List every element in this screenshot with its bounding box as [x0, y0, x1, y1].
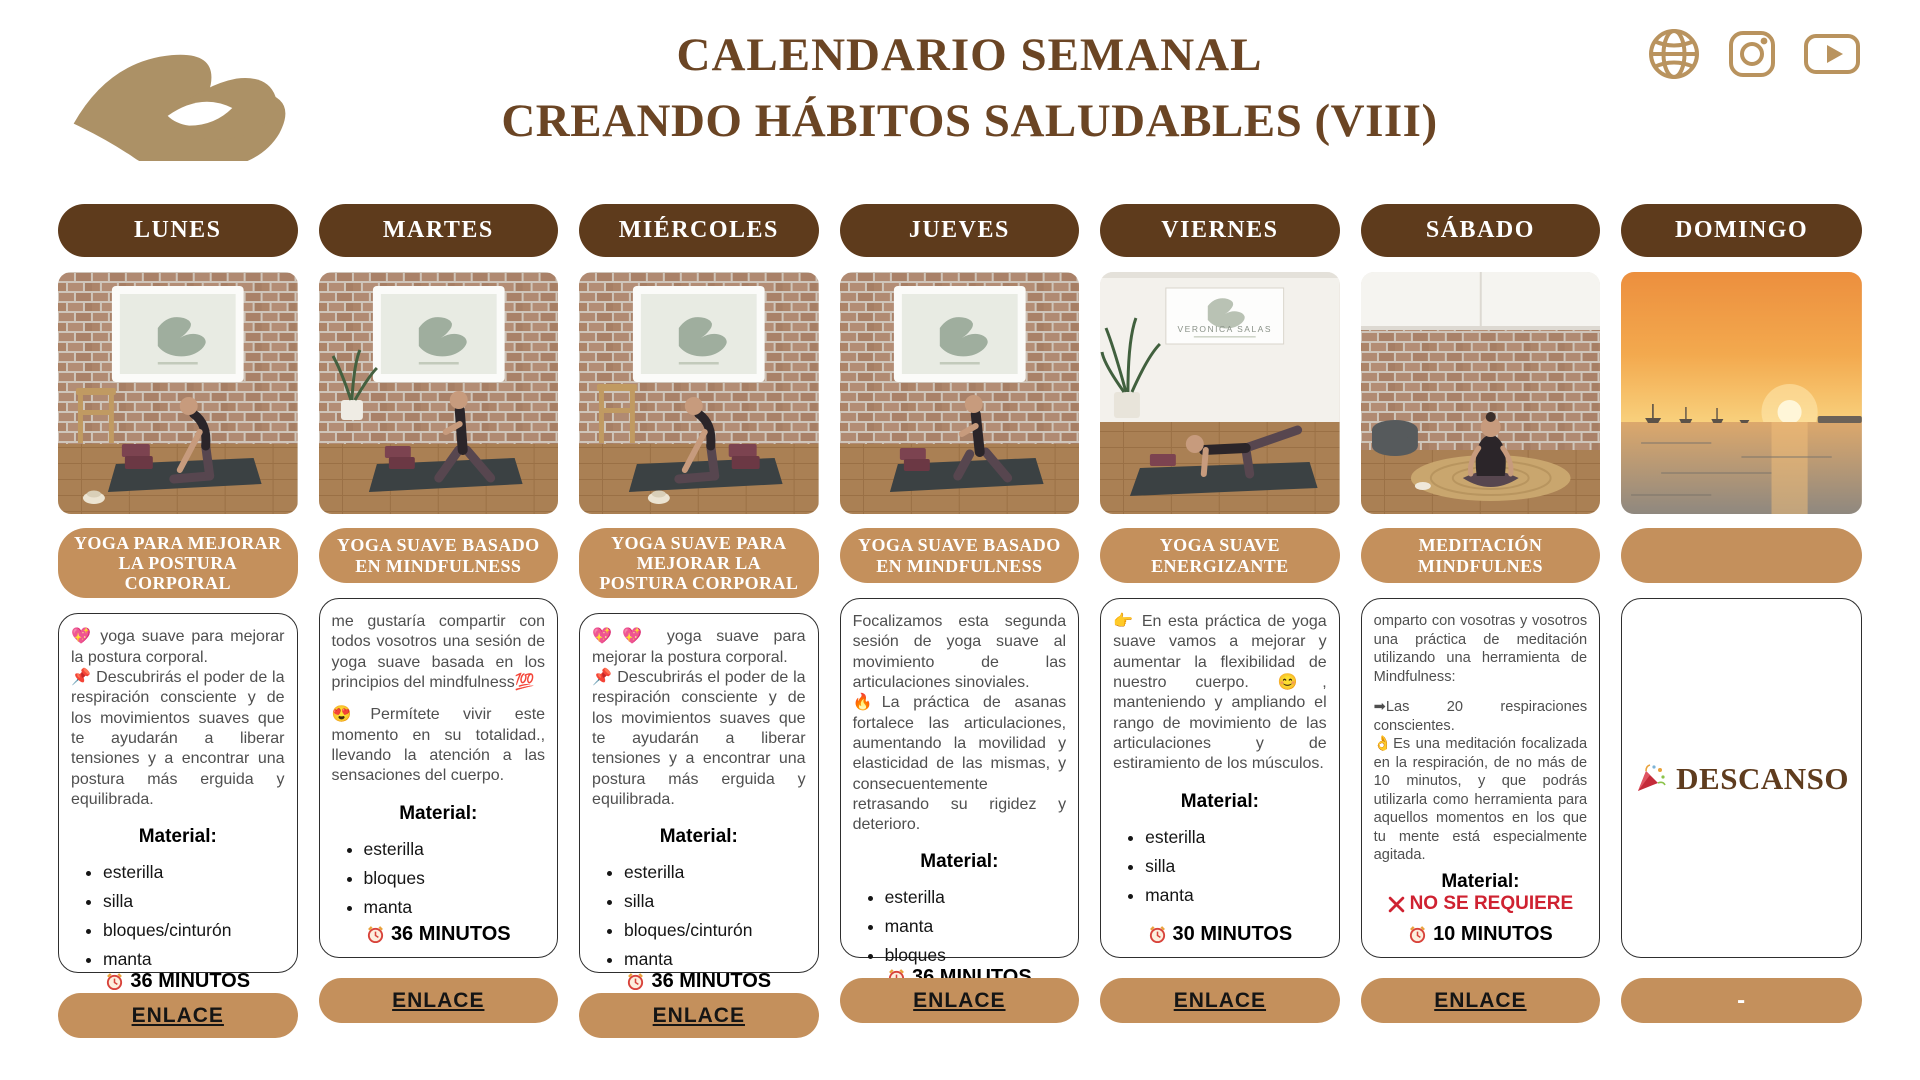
session-card-martes — [319, 598, 559, 958]
session-description: 😍Permítete vivir este momento en su totalidad., llevando la atención a las sensaciones del cuerpo. — [331, 706, 546, 785]
duration-label: 30 MINUTOS — [1172, 923, 1293, 945]
photo-sabado — [1361, 272, 1601, 514]
header — [58, 14, 1862, 176]
alarm-clock-icon — [105, 972, 124, 991]
page-title-line1: CALENDARIO SEMANAL — [676, 29, 1263, 81]
material-item: • bloques — [885, 945, 1067, 966]
enlace-link-miercoles[interactable]: ENLACE — [579, 993, 819, 1038]
floor-poufs — [1372, 420, 1418, 456]
session-title-sabado: MEDITACIÓN MINDFULNES — [1361, 528, 1601, 583]
no-material-row — [1374, 893, 1588, 915]
alarm-clock-icon — [1148, 925, 1167, 944]
rest-row — [1634, 761, 1849, 797]
material-label: Material: — [1441, 870, 1520, 892]
red-cross-icon — [1388, 896, 1405, 913]
material-label: Material: — [920, 851, 999, 873]
photo-jueves — [840, 272, 1080, 514]
duration-row — [1374, 923, 1588, 946]
day-column-domingo — [1621, 204, 1862, 1038]
material-item: • esterilla — [103, 862, 285, 883]
enlace-link-sabado[interactable]: ENLACE — [1361, 978, 1601, 1023]
material-item: • manta — [885, 916, 1067, 937]
session-description: ➡Las 20 respiraciones conscientes. — [1373, 699, 1588, 734]
material-list — [885, 879, 1067, 966]
duration-label: 36 MINUTOS — [651, 970, 772, 993]
brand-logo — [58, 14, 293, 154]
session-title-lunes: YOGA PARA MEJORAR LA POSTURA CORPORAL — [58, 528, 298, 598]
instagram-icon[interactable] — [1724, 26, 1780, 82]
day-column-miercoles — [579, 204, 819, 1038]
page-title — [293, 14, 1646, 148]
material-item: • silla — [624, 891, 806, 912]
session-title-jueves: YOGA SUAVE BASADO EN MINDFULNESS — [840, 528, 1080, 583]
session-description: 💖 yoga suave para mejorar la postura corporal. — [71, 628, 285, 666]
material-item: • bloques — [364, 868, 546, 889]
day-header-jueves: JUEVES — [840, 204, 1080, 257]
session-card-sabado — [1361, 598, 1601, 958]
session-description: me gustaría compartir con todos vosotros una sesión de yoga suave basada en los principios del mindfulness💯 — [331, 613, 546, 691]
session-title-domingo — [1621, 528, 1862, 583]
material-item: • esterilla — [885, 887, 1067, 908]
photo-martes — [319, 272, 559, 514]
rest-label: DESCANSO — [1676, 761, 1849, 796]
page-title-line2: CREANDO HÁBITOS SALUDABLES (VIII) — [501, 95, 1438, 147]
material-label: Material: — [399, 802, 478, 824]
duration-row — [71, 970, 285, 993]
enlace-link-lunes[interactable]: ENLACE — [58, 993, 298, 1038]
no-material-label: NO SE REQUIERE — [1409, 893, 1574, 914]
session-description: 🔥La práctica de asanas fortalece las articulaciones, aumentando la movilidad y elasticidad de las mismas, y consecuentemente retrasando su rigidez y deterioro. — [852, 694, 1067, 834]
day-header-domingo: DOMINGO — [1621, 204, 1862, 257]
material-item: • esterilla — [1145, 827, 1327, 848]
duration-row — [592, 970, 806, 993]
material-list — [364, 831, 546, 918]
day-column-sabado — [1361, 204, 1601, 1038]
day-column-viernes — [1100, 204, 1340, 1038]
enlace-link-viernes[interactable]: ENLACE — [1100, 978, 1340, 1023]
day-header-miercoles: MIÉRCOLES — [579, 204, 819, 257]
material-list — [103, 854, 285, 970]
session-title-martes: YOGA SUAVE BASADO EN MINDFULNESS — [319, 528, 559, 583]
material-item: • manta — [1145, 885, 1327, 906]
duration-label: 10 MINUTOS — [1433, 923, 1553, 945]
material-item: • manta — [624, 949, 806, 970]
day-column-jueves — [840, 204, 1080, 1038]
yoga-studio-photo — [319, 272, 559, 514]
youtube-icon[interactable] — [1802, 26, 1862, 82]
session-card-domingo — [1621, 598, 1862, 958]
duration-label: 36 MINUTOS — [130, 970, 251, 993]
session-title-miercoles: YOGA SUAVE PARA MEJORAR LA POSTURA CORPORAL — [579, 528, 819, 598]
material-list — [1145, 819, 1327, 906]
session-card-lunes — [58, 613, 298, 993]
material-item: • silla — [103, 891, 285, 912]
party-popper-icon — [1634, 763, 1666, 795]
material-item: • manta — [103, 949, 285, 970]
material-item: • esterilla — [364, 839, 546, 860]
duration-row — [332, 923, 546, 946]
session-title-viernes: YOGA SUAVE ENERGIZANTE — [1100, 528, 1340, 583]
enlace-link-martes[interactable]: ENLACE — [319, 978, 559, 1023]
yoga-studio-photo — [840, 272, 1080, 514]
material-item: • manta — [364, 897, 546, 918]
duration-label: 36 MINUTOS — [390, 923, 511, 945]
alarm-clock-icon — [626, 972, 645, 991]
material-item: • silla — [1145, 856, 1327, 877]
studio-sign-text: VERONICA SALAS — [1177, 323, 1273, 335]
alarm-clock-icon — [366, 925, 385, 944]
session-description: 📌 Descubrirás el poder de la respiración consciente y de los movimientos suaves que te ayudarán a liberar tensiones y a encontrar una postura más erguida y equilibrada. — [71, 669, 285, 808]
session-card-jueves — [840, 598, 1080, 966]
material-label: Material: — [1180, 790, 1259, 812]
enlace-link-jueves[interactable]: ENLACE — [840, 978, 1080, 1023]
day-column-lunes — [58, 204, 298, 1038]
yoga-studio-photo — [579, 272, 819, 514]
day-header-lunes: LUNES — [58, 204, 298, 257]
sunset-photo — [1621, 272, 1862, 514]
day-header-martes: MARTES — [319, 204, 559, 257]
session-description: 💖💖 yoga suave para mejorar la postura corporal. — [592, 628, 806, 666]
yoga-studio-photo — [1100, 272, 1340, 514]
yoga-studio-photo — [58, 272, 298, 514]
globe-icon[interactable] — [1646, 26, 1702, 82]
material-list — [624, 854, 806, 970]
day-column-martes — [319, 204, 559, 1038]
social-links — [1646, 14, 1862, 82]
day-header-sabado: SÁBADO — [1361, 204, 1601, 257]
photo-lunes — [58, 272, 298, 514]
session-description: 📌 Descubrirás el poder de la respiración consciente y de los movimientos suaves que te ayudarán a liberar tensiones y a encontrar una postura más erguida y equilibrada. — [592, 669, 806, 808]
meditation-photo — [1361, 272, 1601, 514]
wave-logo-icon — [58, 14, 293, 161]
session-card-miercoles — [579, 613, 819, 993]
day-header-viernes: VIERNES — [1100, 204, 1340, 257]
enlace-link-domingo: - — [1621, 978, 1862, 1023]
session-description: Focalizamos esta segunda sesión de yoga suave al movimiento de las articulaciones sinoviales. — [852, 613, 1067, 691]
session-description: 👉 En esta práctica de yoga suave vamos a mejorar y aumentar la flexibilidad de nuestro cuerpo. 😊, manteniendo y ampliando el rango de movimiento de las articulaciones y de estiramiento de los músculos. — [1113, 613, 1327, 773]
duration-row — [1113, 923, 1327, 946]
session-description: omparto con vosotras y vosotros una práctica de meditación utilizando una herramienta de Mindfulness: — [1373, 613, 1588, 685]
material-label: Material: — [659, 826, 738, 848]
alarm-clock-icon — [1408, 925, 1427, 944]
session-card-viernes — [1100, 598, 1340, 958]
material-item: • esterilla — [624, 862, 806, 883]
week-grid — [58, 204, 1862, 1038]
session-description: 👌Es una meditación focalizada en la respiración, de no más de 10 minutos, y que podrás utilizarla como herramienta para aquellos momentos en los que tu mente está especialmente agitada. — [1373, 736, 1588, 864]
material-label: Material: — [138, 826, 217, 848]
material-item: • bloques/cinturón — [624, 920, 806, 941]
photo-viernes — [1100, 272, 1340, 514]
material-item: • bloques/cinturón — [103, 920, 285, 941]
photo-miercoles — [579, 272, 819, 514]
photo-domingo — [1621, 272, 1862, 514]
